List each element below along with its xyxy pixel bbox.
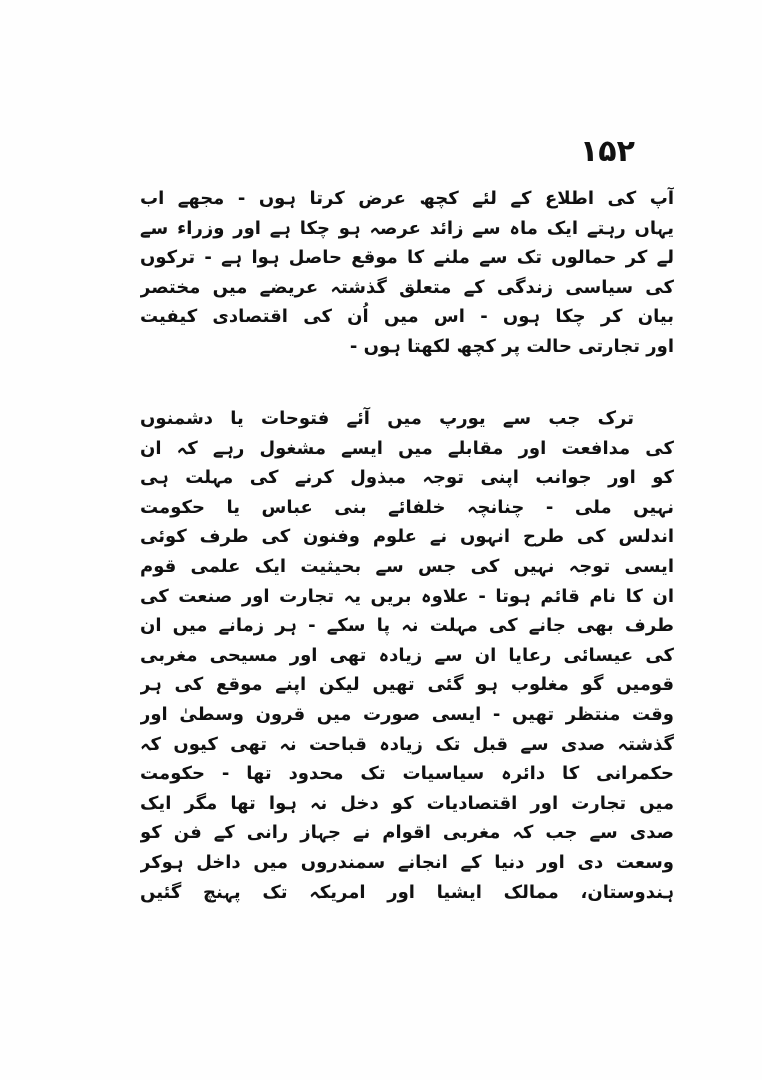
text-line: وسعت دی اور دنیا کے انجانے سمندروں میں داخل ہوکر	[140, 851, 674, 873]
text-line: طرف بھی جانے کی مہلت نہ پا سکے - ہر زمانے میں ان	[140, 615, 674, 637]
text-line: نہیں ملی - چنانچہ خلفائے بنی عباس یا حکومت	[140, 496, 674, 518]
text-line: اور تجارتی حالت پر کچھ لکھتا ہوں -	[349, 335, 674, 357]
text-line: بیان کر چکا ہوں - اس میں اُن کی اقتصادی کیفیت	[140, 306, 674, 328]
text-line: میں تجارت اور اقتصادیات کو دخل نہ ہوا تھا مگر ایک	[140, 792, 674, 814]
text-line: یہاں رہتے ایک ماہ سے زائد عرصہ ہو چکا ہے اور وزراء سے	[140, 217, 674, 239]
text-line: صدی سے جب کہ مغربی اقوام نے جہاز رانی کے فن کو	[140, 822, 674, 844]
paragraph-2	[140, 404, 674, 907]
text-line: قومیں گو مغلوب ہو گئی تھیں لیکن اپنے موقع کی ہر	[140, 674, 674, 696]
text-line: اندلس کی طرح انہوں نے علوم وفنون کی طرف کوئی	[140, 526, 674, 548]
text-line: حکمرانی کا دائرہ سیاسیات تک محدود تھا - حکومت	[140, 763, 674, 785]
page-number: ۱۵۲	[580, 134, 635, 169]
text-line: وقت منتظر تھیں - ایسی صورت میں قرون وسطیٰ اور	[140, 703, 674, 725]
text-line: آپ کی اطلاع کے لئے کچھ عرض کرتا ہوں - مجھے اب	[140, 188, 674, 209]
text-line: کی مدافعت اور مقابلے میں ایسے مشغول رہے کہ ان	[140, 437, 674, 459]
text-line: کی سیاسی زندگی کے متعلق گذشتہ عریضے میں مختصر	[140, 276, 674, 298]
text-line: ترک جب سے یورپ میں آئے فتوحات یا دشمنوں	[140, 408, 634, 429]
text-line: ایسی توجہ نہیں کی جس سے بحیثیت ایک علمی قوم	[140, 555, 674, 577]
text-line: گذشتہ صدی سے قبل تک زیادہ قباحت نہ تھی کیوں کہ	[140, 733, 674, 755]
text-line: کی عیسائی رعایا ان سے زیادہ تھی اور مسیحی مغربی	[140, 644, 674, 666]
paragraph-1	[140, 184, 674, 362]
text-line: کو اور جوانب اپنی توجہ مبذول کرنے کی مہلت ہی	[140, 467, 674, 489]
text-line: ہندوستان، ممالک ایشیا اور امریکہ تک پہنچ گئیں	[140, 881, 674, 903]
text-line: لے کر حمالوں تک سے ملنے کا موقع حاصل ہوا ہے - ترکوں	[140, 247, 674, 269]
text-line: ان کا نام قائم ہوتا - علاوہ بریں یہ تجارت اور صنعت کی	[140, 585, 674, 607]
